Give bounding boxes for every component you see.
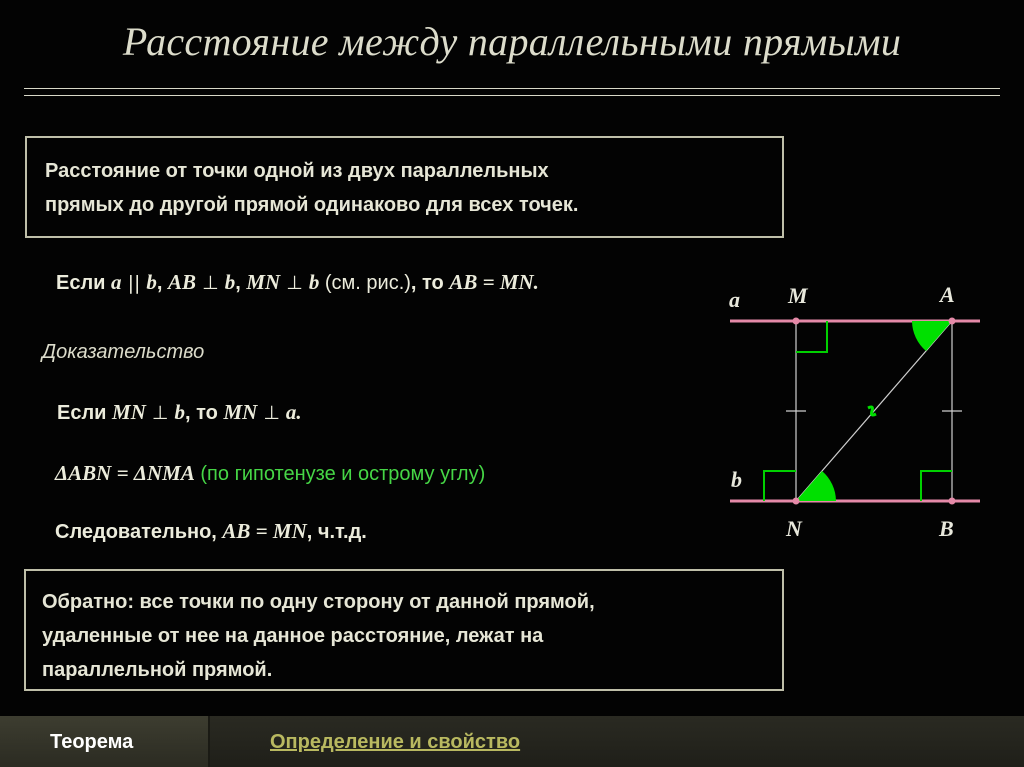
angle-at-a [912, 321, 952, 351]
angle-at-n [796, 471, 836, 501]
converse-line-1: Обратно: все точки по одну сторону от данной прямой, [42, 591, 595, 613]
segment-ab: AB [168, 270, 197, 294]
label-point-b: B [939, 516, 954, 541]
statement-then: , то [410, 272, 450, 294]
triangle-abn: ΔABN [55, 461, 112, 485]
segment-mn: MN [112, 400, 146, 424]
segment-mn: MN [499, 270, 534, 294]
tab-theorem-label: Теорема [50, 731, 134, 753]
right-angle-b [921, 471, 952, 501]
segment-ab: AB [449, 270, 478, 294]
period: . [296, 400, 302, 424]
tab-definition-link[interactable]: Определение и свойство [270, 731, 521, 753]
var-b: b [308, 270, 320, 294]
point-a [949, 318, 956, 325]
var-a: a [111, 270, 122, 294]
footer-nav [0, 716, 1024, 767]
step1-then: , то [185, 402, 224, 424]
label-line-b: b [731, 467, 742, 492]
perp-symbol: ⊥ [145, 402, 175, 424]
segment-mn: MN [223, 400, 258, 424]
label-point-a: A [940, 282, 955, 307]
perp-symbol: ⊥ [280, 272, 309, 294]
separator: , [156, 272, 169, 294]
var-b: b [146, 270, 157, 294]
var-b: b [174, 400, 186, 424]
definition-line-2: прямых до другой прямой одинаково для всех точек. [45, 194, 579, 216]
converse-line-3: параллельной прямой. [42, 659, 273, 681]
equals-sign: = [250, 519, 273, 543]
right-angle-n [764, 471, 796, 501]
step1-if: Если [57, 402, 113, 424]
var-a: a [285, 400, 297, 424]
converse-line-2: удаленные от нее на данное расстояние, лежат на [42, 625, 544, 647]
equals-sign: = [111, 461, 134, 485]
page-title: Расстояние между параллельными прямыми [122, 19, 902, 64]
var-b: b [224, 270, 236, 294]
point-m [793, 318, 800, 325]
segment-ab: AB [222, 519, 251, 543]
step3-text: Следовательно, [55, 521, 223, 543]
tab-definition[interactable] [210, 716, 1024, 767]
congruence-criterion: (по гипотенузе и острому углу) [194, 463, 486, 485]
common-side-mark [868, 407, 876, 415]
segment-mn: MN [272, 519, 307, 543]
tab-theorem[interactable] [0, 716, 210, 767]
separator: , [235, 272, 247, 294]
step3-end: , ч.т.д. [306, 521, 367, 543]
point-b [949, 498, 956, 505]
proof-label: Доказательство [42, 341, 205, 363]
period: . [533, 270, 539, 294]
segment-mn: MN [246, 270, 281, 294]
parallel-symbol: || [121, 272, 147, 294]
right-angle-m [796, 321, 827, 352]
perp-symbol: ⊥ [196, 272, 225, 294]
label-point-n: N [786, 516, 802, 541]
point-n [793, 498, 800, 505]
equals-sign: = [477, 270, 500, 294]
label-point-m: M [788, 283, 808, 308]
definition-line-1: Расстояние от точки одной из двух параллельных [45, 160, 549, 182]
figure-reference: (см. рис.) [319, 272, 411, 294]
statement-if: Если [56, 272, 112, 294]
perp-symbol: ⊥ [257, 402, 286, 424]
triangle-nma: ΔNMA [133, 461, 195, 485]
label-line-a: a [729, 287, 740, 312]
